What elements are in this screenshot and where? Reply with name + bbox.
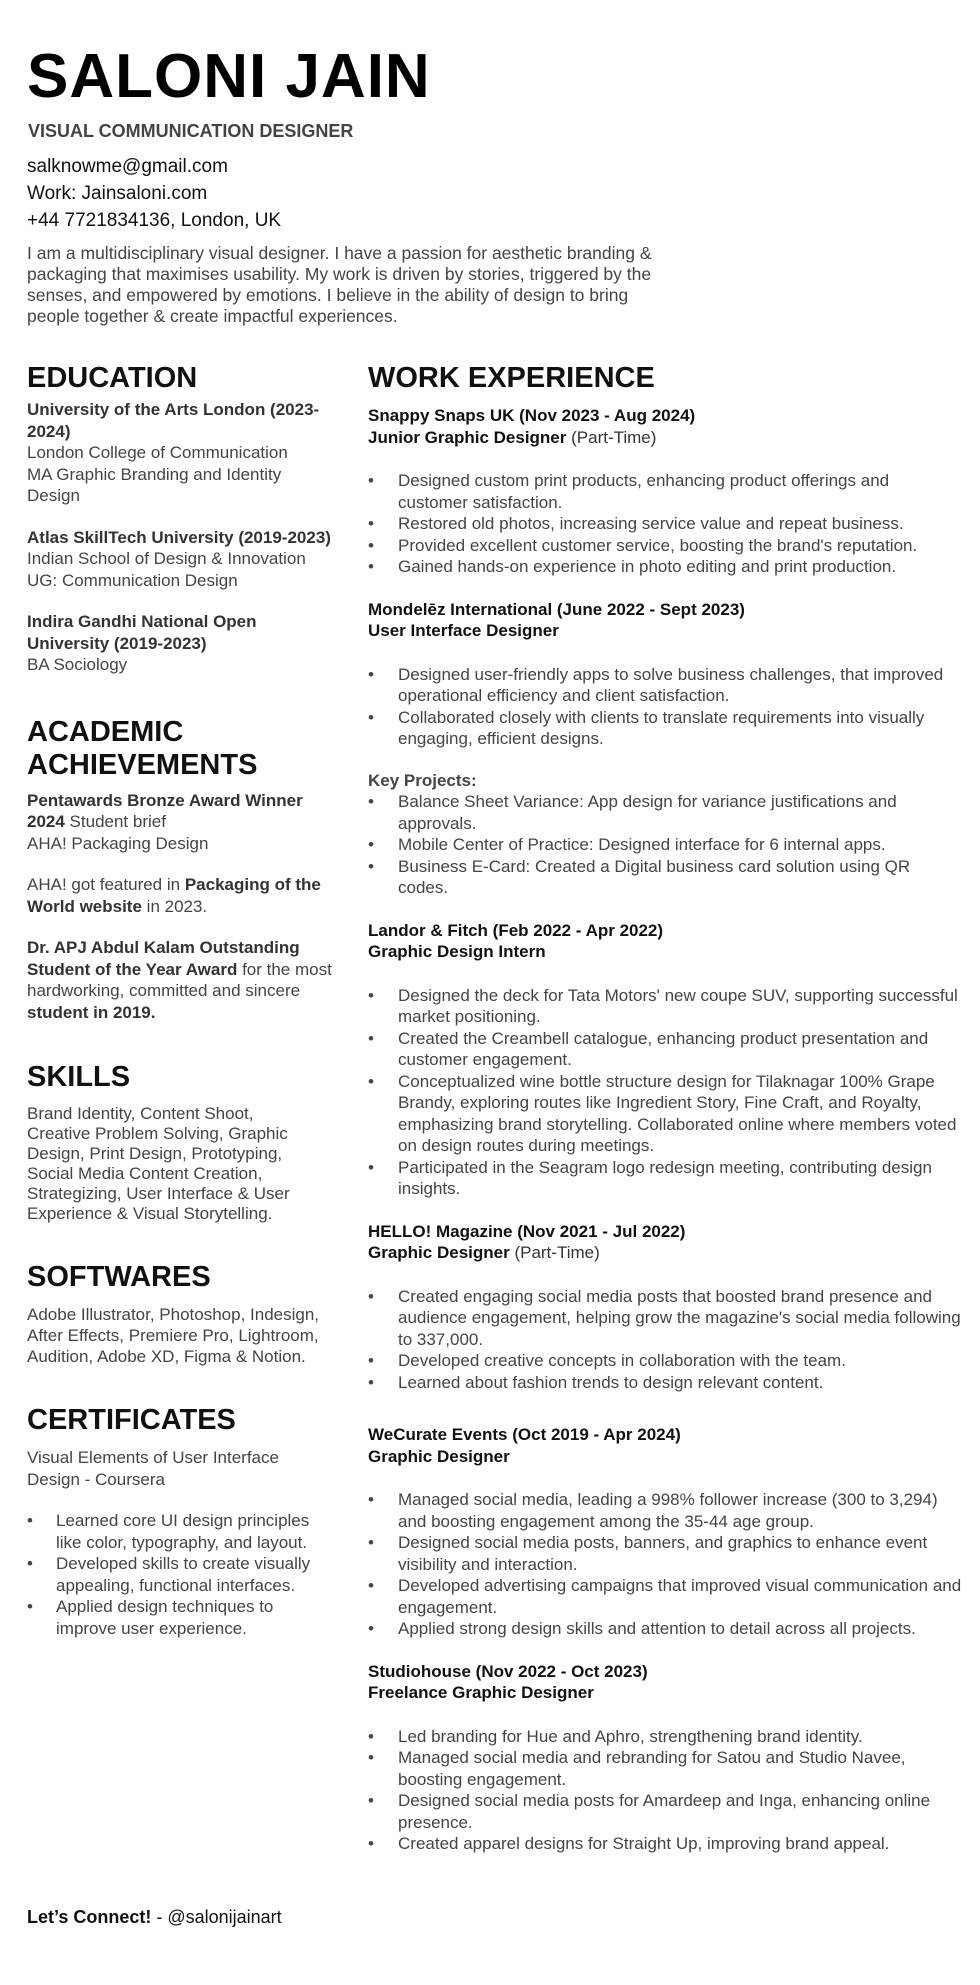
job-entry: Mondelēz International (June 2022 - Sept 2023) User Interface Designer • Designed user-friendly apps to solve business challenges, that improved operational efficiency and client satisfaction. • Collaborated closely with clients to translate requirements into visually engaging, efficient designs. Key Projects: • Balance Sheet Variance: App design for variance justifications and approvals. • Mobile Center of Practice: Designed interface for 6 internal apps. • Business E-Card: Created a Digital business card solution using QR codes. [368,599,963,899]
list-item: • Led branding for Hue and Aphro, strengthening brand identity. [368,1726,963,1748]
job-entry: Landor & Fitch (Feb 2022 - Apr 2022) Graphic Design Intern • Designed the deck for Tata Motors' new coupe SUV, supporting successful market positioning. • Created the Creambell catalogue, enhancing product presentation and customer engagement. • Conceptualized wine bottle structure design for Tilaknagar 100% Grape Brandy, exploring routes like Ingredient Story, Fine Craft, and Royalty, emphasizing brand storytelling. Collaborated online where members voted on design routes during meetings. • Participated in the Seagram logo redesign meeting, contributing design insights. [368,920,963,1200]
list-item: • Gained hands-on experience in photo editing and print production. [368,556,963,578]
list-item: • Designed social media posts for Amardeep and Inga, enhancing online presence. [368,1790,963,1833]
list-item: • Applied design techniques to improve user experience. [27,1597,274,1638]
work-experience-heading: WORK EXPERIENCE [368,362,655,394]
list-item: • Business E-Card: Created a Digital business card solution using QR codes. [368,856,963,899]
achievement-item: Pentawards Bronze Award Winner 2024 Student brief AHA! Packaging Design [27,790,303,853]
education-entry: Indira Gandhi National Open University (2019-2023) BA Sociology [27,612,257,674]
right-column [368,362,963,1855]
job-entry: Snappy Snaps UK (Nov 2023 - Aug 2024) Junior Graphic Designer (Part-Time) • Designed custom print products, enhancing product offerings and customer satisfaction. • Restored old photos, increasing service value and repeat business. • Provided excellent customer service, boosting the brand's reputation. • Gained hands-on experience in photo editing and print production. [368,405,963,578]
list-item: • Managed social media and rebranding for Satou and Studio Navee, boosting engagement. [368,1747,963,1790]
list-item: • Created engaging social media posts that boosted brand presence and audience engagement, helping grow the magazine's social media following to 337,000. [368,1286,963,1351]
list-item: • Developed advertising campaigns that improved visual communication and engagement. [368,1575,963,1618]
certificate-title: Visual Elements of User Interface Design - Coursera [27,1448,279,1489]
education-entry: Atlas SkillTech University (2019-2023) Indian School of Design & Innovation UG: Communication Design [27,527,331,590]
list-item: • Conceptualized wine bottle structure design for Tilaknagar 100% Grape Brandy, exploring routes like Ingredient Story, Fine Craft, and Royalty, emphasizing brand storytelling. Collaborated online where members voted on design routes during meetings. [368,1071,963,1157]
list-item: • Applied strong design skills and attention to detail across all projects. [368,1618,963,1640]
education-entry: University of the Arts London (2023-2024) London College of Communication MA Graphic Branding and Identity Design [27,400,320,505]
social-handle-link[interactable]: Let’s Connect! - @salonijainart [27,1907,282,1927]
skills-heading: SKILLS [27,1061,131,1093]
email-link[interactable]: salknowme@gmail.com [27,156,228,177]
list-item: • Collaborated closely with clients to translate requirements into visually engaging, efficient designs. [368,707,963,750]
achievement-item: Dr. APJ Abdul Kalam Outstanding Student of the Year Award for the most hardworking, committed and sincere student in 2019. [27,938,332,1022]
list-item: • Balance Sheet Variance: App design for variance justifications and approvals. [368,791,963,834]
list-item: • Created the Creambell catalogue, enhancing product presentation and customer engagement. [368,1028,963,1071]
list-item: • Developed creative concepts in collaboration with the team. [368,1350,963,1372]
list-item: • Designed social media posts, banners, and graphics to enhance event visibility and interaction. [368,1532,963,1575]
portfolio-link[interactable]: Work: Jainsaloni.com [27,183,208,204]
list-item: • Provided excellent customer service, boosting the brand's reputation. [368,535,963,557]
job-entry: Studiohouse (Nov 2022 - Oct 2023) Freelance Graphic Designer • Led branding for Hue and Aphro, strengthening brand identity. • Managed social media and rebranding for Satou and Studio Navee, boosting engagement. • Designed social media posts for Amardeep and Inga, enhancing online presence. • Created apparel designs for Straight Up, improving brand appeal. [368,1661,963,1855]
softwares-text: Adobe Illustrator, Photoshop, Indesign, After Effects, Premiere Pro, Lightroom, Audition, Adobe XD, Figma & Notion. [27,1305,320,1366]
list-item: • Mobile Center of Practice: Designed interface for 6 internal apps. [368,834,963,856]
certificates-heading: CERTIFICATES [27,1404,236,1436]
list-item: • Learned core UI design principles like color, typography, and layout. [27,1511,310,1552]
list-item: • Restored old photos, increasing service value and repeat business. [368,513,963,535]
list-item: • Learned about fashion trends to design relevant content. [368,1372,963,1394]
list-item: • Participated in the Seagram logo redesign meeting, contributing design insights. [368,1157,963,1200]
candidate-name: SALONI JAIN [27,42,431,111]
education-heading: EDUCATION [27,362,198,394]
skills-text: Brand Identity, Content Shoot, Creative Problem Solving, Graphic Design, Print Design, Prototyping, Social Media Content Creation, Strategizing, User Interface & User Experience & Visual Storytelling. [27,1104,290,1223]
key-projects-label: Key Projects: [368,770,477,790]
list-item: • Created apparel designs for Straight Up, improving brand appeal. [368,1833,963,1855]
softwares-heading: SOFTWARES [27,1261,211,1293]
phone-location: +44 7721834136, London, UK [27,210,282,231]
achievements-heading: ACADEMIC ACHIEVEMENTS [27,715,258,781]
list-item: • Developed skills to create visually appealing, functional interfaces. [27,1554,311,1595]
job-title: VISUAL COMMUNICATION DESIGNER [28,121,354,141]
job-entry: HELLO! Magazine (Nov 2021 - Jul 2022) Graphic Designer (Part-Time) • Created engaging social media posts that boosted brand presence and audience engagement, helping grow the magazine's social media following to 337,000. • Developed creative concepts in collaboration with the team. • Learned about fashion trends to design relevant content. [368,1221,963,1394]
contact-block [27,153,281,234]
list-item: • Managed social media, leading a 998% follower increase (300 to 3,294) and boosting engagement among the 35-44 age group. [368,1489,963,1532]
list-item: • Designed user-friendly apps to solve business challenges, that improved operational efficiency and client satisfaction. [368,664,963,707]
list-item: • Designed the deck for Tata Motors' new coupe SUV, supporting successful market positioning. [368,985,963,1028]
achievement-item: AHA! got featured in Packaging of the World website in 2023. [27,875,321,916]
job-entry: WeCurate Events (Oct 2019 - Apr 2024) Graphic Designer • Managed social media, leading a 998% follower increase (300 to 3,294) and boosting engagement among the 35-44 age group. • Designed social media posts, banners, and graphics to enhance event visibility and interaction. • Developed advertising campaigns that improved visual communication and engagement. • Applied strong design skills and attention to detail across all projects. [368,1424,963,1640]
left-column [27,362,337,1639]
certificate-list [27,1510,337,1639]
list-item: • Designed custom print products, enhancing product offerings and customer satisfaction. [368,470,963,513]
bio-text: I am a multidisciplinary visual designer. I have a passion for aesthetic branding & packaging that maximises usability. My work is driven by stories, triggered by the senses, and empowered by emotions. I believe in the ability of design to bring people together & create impactful experiences. [27,243,652,326]
